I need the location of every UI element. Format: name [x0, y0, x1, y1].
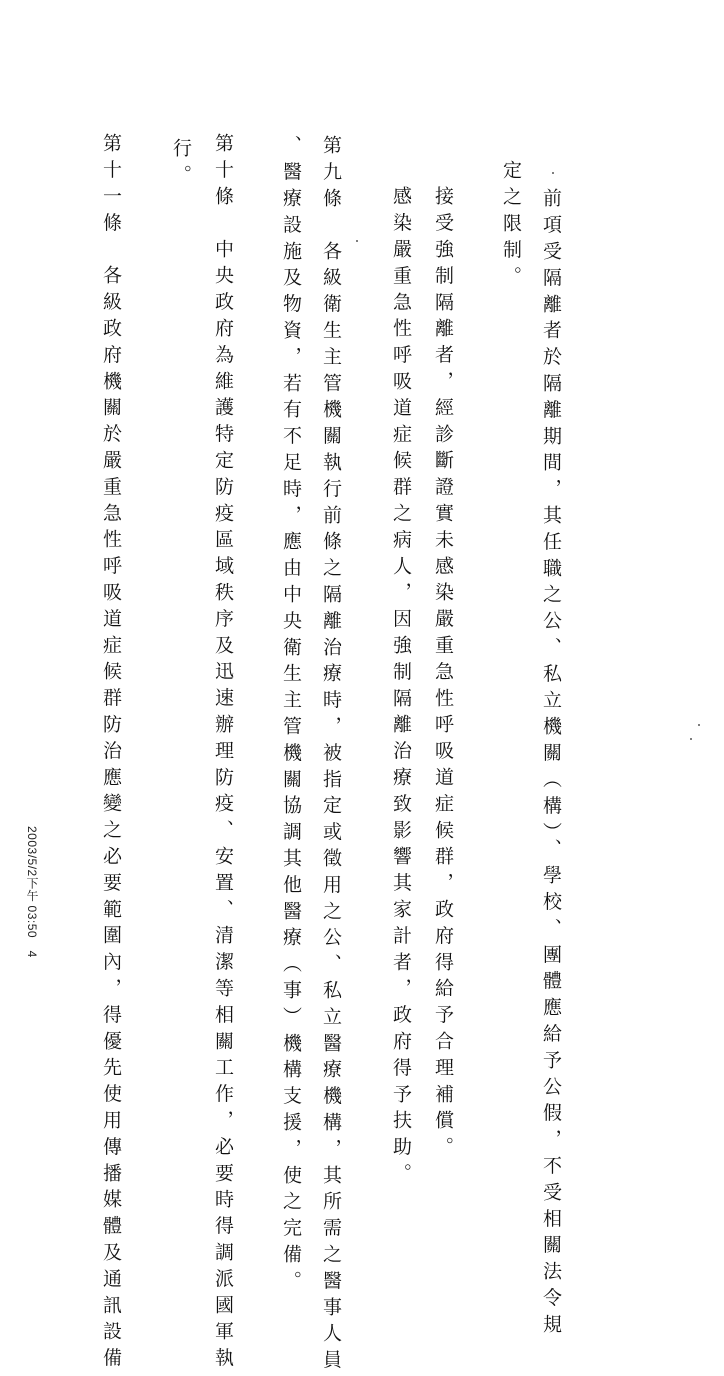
article-11-column: 第十一條 各級政府機關於嚴重急性呼吸道症候群防治應變之必要範圍內，得優先使用傳播媒體及通訊設備 — [100, 133, 122, 1374]
text-column-2: 定之限制。 — [500, 160, 522, 292]
scan-speck — [698, 724, 700, 726]
text-column-1: 前項受隔離者於隔離期間，其任職之公、私立機關（構）、學校、團體應給予公假，不受相關法令規 — [540, 188, 562, 1341]
text-column-4: 感染嚴重急性呼吸道症候群之病人，因強制隔離治療致影響其家計者，政府得予扶助。 — [390, 186, 412, 1190]
fax-timestamp: 2003/5/2下午 03:50 4 — [25, 826, 39, 958]
scan-speck — [552, 172, 554, 174]
text-column-6: 、醫療設施及物資，若有不足時，應由中央衛生主管機關協調其他醫療（事）機構支援，使之完備。 — [280, 135, 302, 1297]
scan-speck — [690, 738, 692, 740]
article-10-column: 第十條 中央政府為維護特定防疫區域秩序及迅速辦理防疫、安置、清潔等相關工作，必要時得調派國軍執 — [212, 133, 234, 1374]
scan-speck — [356, 240, 358, 242]
article-9-column: 第九條 各級衛生主管機關執行前條之隔離治療時，被指定或徵用之公、私立醫療機構，其所需之醫事人員 — [320, 135, 342, 1376]
text-column-8: 行。 — [170, 138, 192, 191]
text-column-3: 接受強制隔離者，經診斷證實未感染嚴重急性呼吸道症候群，政府得給予合理補償。 — [432, 186, 454, 1163]
